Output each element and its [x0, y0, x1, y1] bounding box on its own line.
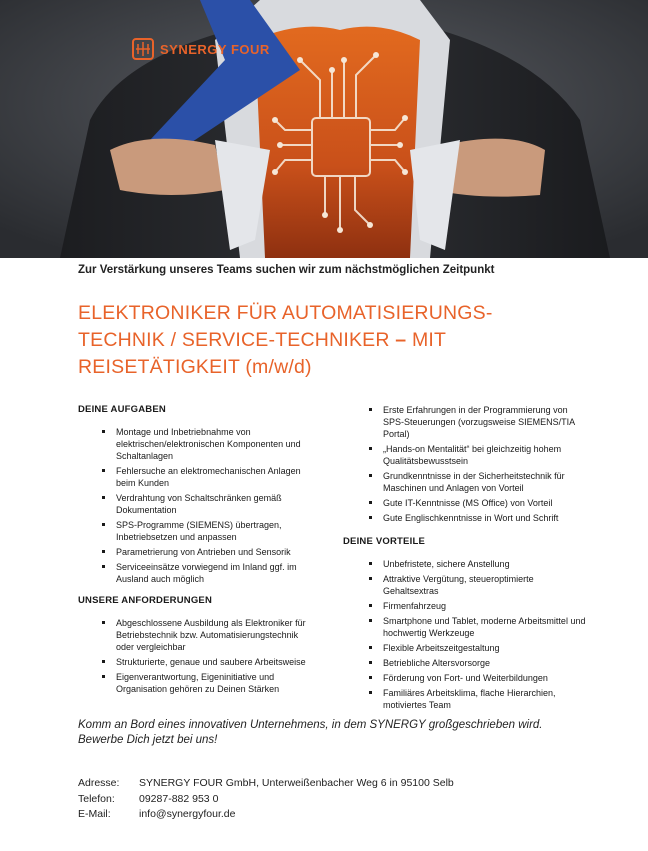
- hero-illustration: [0, 0, 648, 258]
- list-item: Betriebliche Altersvorsorge: [343, 657, 588, 669]
- contact-email-row: [78, 807, 454, 823]
- job-title-line-1: ELEKTRONIKER FÜR AUTOMATISIERUNGS-: [78, 302, 493, 324]
- company-logo: [130, 36, 270, 62]
- job-title: [78, 300, 558, 381]
- hero-image: [0, 0, 648, 258]
- list-item: Firmenfahrzeug: [343, 600, 588, 612]
- vorteile-list: [343, 558, 588, 711]
- list-item: Erste Erfahrungen in der Programmierung von SPS-Steuerungen (vorzugsweise SIEMENS/TIA Portal): [343, 404, 588, 440]
- brain-chip-icon: [130, 36, 156, 62]
- cta-line-1: Komm an Bord eines innovativen Unternehmens, in dem SYNERGY großgeschrieben wird.: [78, 719, 543, 731]
- list-item: Attraktive Vergütung, steueroptimierte Gehaltsextras: [343, 573, 588, 597]
- list-item: „Hands-on Mentalität“ bei gleichzeitig hohem Qualitätsbewusstsein: [343, 443, 588, 467]
- phone-label: Telefon:: [78, 792, 115, 805]
- list-item: Familiäres Arbeitsklima, flache Hierarchien, motiviertes Team: [343, 687, 588, 711]
- email-link[interactable]: info@synergyfour.de: [139, 808, 236, 820]
- list-item: Flexible Arbeitszeitgestaltung: [343, 642, 588, 654]
- contact-address-row: [78, 776, 454, 792]
- list-item: Serviceeinsätze vorwiegend im Inland ggf. im Ausland auch möglich: [78, 561, 313, 585]
- list-item: Gute IT-Kenntnisse (MS Office) von Vorteil: [343, 497, 588, 509]
- list-item: Montage und Inbetriebnahme von elektrischen/elektronischen Komponenten und Schaltanlagen: [78, 426, 313, 462]
- address-value: SYNERGY FOUR GmbH, Unterweißenbacher Weg 6 in 95100 Selb: [139, 777, 454, 789]
- list-item: Abgeschlossene Ausbildung als Elektroniker für Betriebstechnik bzw. Automatisierungstechnik oder vergleichbar: [78, 617, 313, 653]
- section-heading-vorteile: DEINE VORTEILE: [343, 536, 425, 547]
- logo-text: SYNERGY FOUR: [160, 41, 270, 57]
- call-to-action: [78, 718, 578, 748]
- list-item: Strukturierte, genaue und saubere Arbeitsweise: [78, 656, 313, 668]
- job-title-line-2: TECHNIK / SERVICE-TECHNIKER – MIT: [78, 329, 447, 351]
- list-item: Smartphone und Tablet, moderne Arbeitsmittel und hochwertig Werkzeuge: [343, 615, 588, 639]
- contact-phone-row: [78, 792, 454, 808]
- contact-block: [78, 776, 454, 823]
- aufgaben-list: [78, 426, 313, 585]
- list-item: Förderung von Fort- und Weiterbildungen: [343, 672, 588, 684]
- section-heading-anforderungen: UNSERE ANFORDERUNGEN: [78, 595, 213, 606]
- list-item: SPS-Programme (SIEMENS) übertragen, Inbetriebsetzen und anpassen: [78, 519, 313, 543]
- anforderungen-list: [78, 617, 313, 695]
- list-item: Grundkenntnisse in der Sicherheitstechnik für Maschinen und Anlagen von Vorteil: [343, 470, 588, 494]
- section-heading-aufgaben: DEINE AUFGABEN: [78, 404, 166, 415]
- address-label: Adresse:: [78, 777, 120, 789]
- phone-value[interactable]: 09287-882 953 0: [139, 792, 219, 805]
- list-item: Parametrierung von Antrieben und Sensorik: [78, 546, 313, 558]
- intro-text: Zur Verstärkung unseres Teams suchen wir zum nächstmöglichen Zeitpunkt: [78, 264, 495, 276]
- job-title-line-3: REISETÄTIGKEIT (m/w/d): [78, 356, 312, 378]
- list-item: Eigenverantwortung, Eigeninitiative und Organisation gehören zu Deinen Stärken: [78, 671, 313, 695]
- anforderungen-list-continued: [343, 404, 588, 524]
- list-item: Fehlersuche an elektromechanischen Anlagen beim Kunden: [78, 465, 313, 489]
- left-column: [78, 404, 313, 698]
- email-label: E-Mail:: [78, 808, 111, 820]
- list-item: Unbefristete, sichere Anstellung: [343, 558, 588, 570]
- list-item: Verdrahtung von Schaltschränken gemäß Dokumentation: [78, 492, 313, 516]
- list-item: Gute Englischkenntnisse in Wort und Schrift: [343, 512, 588, 524]
- cta-line-2: Bewerbe Dich jetzt bei uns!: [78, 734, 218, 746]
- right-column: [343, 404, 588, 714]
